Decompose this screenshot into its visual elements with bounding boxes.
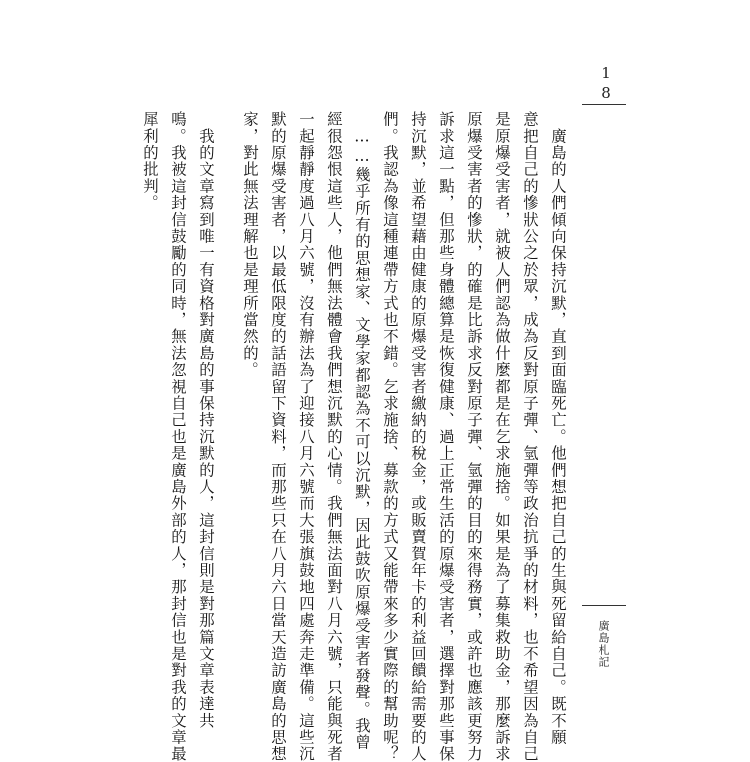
text-line: 們。我認為像這種連帶方式也不錯。乞求施捨、募款的方式又能帶來多少實際的幫助呢？ [381, 111, 399, 762]
text-line: 原爆受害者的慘狀，的確是比訴求反對原子彈、氫彈的目的來得務實，或許也應該更努力 [465, 111, 483, 762]
text-line: 持沉默，並希望藉由健康的原爆受害者繳納的稅金，或販賣賀年卡的利益回饋給需要的人 [409, 111, 427, 762]
text-line: 家，對此無法理解也是理所當然的。 [241, 111, 259, 379]
text-line: 訴求這一點，但那些身體總算是恢復健康、過上正常生活的原爆受害者，選擇對那些事保 [437, 111, 455, 762]
text-line: 經很怨恨這些人，他們無法體會我們想沉默的心情。我們無法面對八月六號，只能與死者 [325, 111, 343, 762]
text-line: 犀利的批判。 [141, 111, 159, 212]
page-number: 18 [597, 64, 615, 104]
text-line: ……幾乎所有的思想家、文學家都認為不可以沉默，因此鼓吹原爆受害者發聲。我曾 [353, 111, 371, 751]
text-line: 一起靜靜度過八月六號，沒有辦法為了迎接八月六號而大張旗鼓地四處奔走準備。這些沉 [297, 111, 315, 762]
paragraph-gap [220, 111, 236, 609]
running-head-title: 廣島札記 [597, 620, 610, 668]
text-line: 默的原爆受害者，以最低限度的話語留下資料，而那些只在八月六日當天造訪廣島的思想 [269, 111, 287, 762]
body-text [136, 111, 572, 762]
text-line: 意把自己的慘狀公之於眾，成為反對原子彈、氫彈等政治抗爭的材料，也不希望因為自己 [521, 111, 539, 762]
text-line: 鳴。我被這封信鼓勵的同時，無法忽視自己也是廣島外部的人，那封信也是對我的文章最 [169, 111, 187, 762]
running-head-rule [582, 605, 626, 606]
text-line: 是原爆受害者，就被人們認為做什麼都是在乞求施捨。如果是為了募集救助金，那麼訴求 [493, 111, 511, 762]
header-rule [582, 104, 626, 105]
text-line: 廣島的人們傾向保持沉默，直到面臨死亡。他們想把自己的生與死留給自己。既不願 [549, 111, 567, 746]
text-line: 我的文章寫到唯一有資格對廣島的事保持沉默的人，這封信則是對那篇文章表達共 [197, 111, 215, 729]
